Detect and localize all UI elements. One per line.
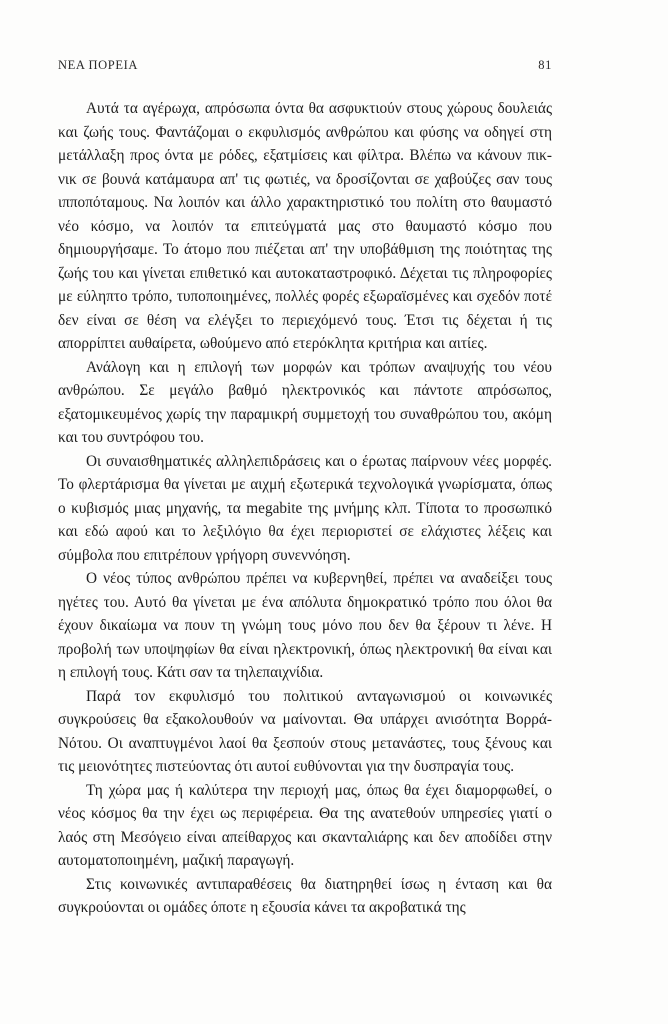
- paragraph-5: Παρά τον εκφυλισμό του πολιτικού ανταγωνισμού οι κοινωνικές συγκρούσεις θα εξακολουθούν να μαίνονται. Θα υπάρχει ανισότητα Βορρά-Νότου. Οι αναπτυγμένοι λαοί θα ξεσπούν στους μετανάστες, τους ξένους και τις μειονότητες πιστεύοντας ότι αυτοί ευθύνονται για την δυσπραγία τους.: [58, 687, 552, 775]
- paragraph-7: Στις κοινωνικές αντιπαραθέσεις θα διατηρηθεί ίσως η ένταση και θα συγκρούονται οι ομάδες όποτε η εξουσία κάνει τα ακροβατικά της: [58, 875, 552, 916]
- paragraph-1: Αυτά τα αγέρωχα, απρόσωπα όντα θα ασφυκτιούν στους χώρους δουλειάς και ζωής τους. Φαντάζομαι ο εκφυλισμός ανθρώπου και φύσης να οδηγεί στη μετάλλαξη προς όντα με ρόδες, εξατμίσεις και φίλτρα. Βλέπω να κάνουν πικ-νικ σε βουνά κατάμαυρα απ' τις φωτιές, να δροσίζονται σε χαβούζες σαν τους ιπποπόταμους. Να λοιπόν και άλλο χαρακτηριστικό του πολίτη στο θαυμαστό νέο κόσμο, να λοιπόν τα επιτεύγματά μας στο θαυμαστό κόσμο που δημιουργήσαμε. Το άτομο που πιέζεται απ' την υποβάθμιση της ποιότητας της ζωής του και γίνεται επιθετικό και αυτοκαταστροφικό. Δέχεται τις πληροφορίες με εύληπτο τρόπο, τυποποιημένες, πολλές φορές εξωραϊσμένες και σχεδόν ποτέ δεν είναι σε θέση να ελέγξει το περιεχόμενό τους. Έτσι τις δέχεται ή τις απορρίπτει αυθαίρετα, ωθούμενο από ετερόκλητα κριτήρια και αιτίες.: [58, 100, 552, 352]
- body-text: [58, 97, 552, 920]
- paragraph-6: Τη χώρα μας ή καλύτερα την περιοχή μας, όπως θα έχει διαμορφωθεί, ο νέος κόσμος θα την έχει ως περιφέρεια. Θα της ανατεθούν υπηρεσίες γιατί ο λαός στη Μεσόγειο είναι απείθαρχος και σκανταλιάρης και δεν αποδίδει στην αυτοματοποιημένη, μαζική παραγωγή.: [58, 781, 552, 869]
- page-number: 81: [538, 58, 552, 72]
- paragraph-3: Οι συναισθηματικές αλληλεπιδράσεις και ο έρωτας παίρνουν νέες μορφές. Το φλερτάρισμα θα γίνεται με αιχμή εξωτερικά τεχνολογικά γνωρίσματα, όπως ο κυβισμός μιας μηχανής, τα megabite της μνήμης κλπ. Τίποτα το προσωπικό και εδώ αφού και το λεξιλόγιο θα έχει περιοριστεί σε ελάχιστες λέξεις και σύμβολα που επιτρέπουν γρήγορη συνεννόηση.: [58, 452, 552, 564]
- paragraph-2: Ανάλογη και η επιλογή των μορφών και τρόπων αναψυχής του νέου ανθρώπου. Σε μεγάλο βαθμό ηλεκτρονικός και πάντοτε απρόσωπος, εξατομικευμένος χωρίς την παραμικρή συμμετοχή του συναθρώπου του, ακόμη και του συντρόφου του.: [58, 358, 552, 446]
- page-header: [58, 58, 552, 76]
- paragraph-4: Ο νέος τύπος ανθρώπου πρέπει να κυβερνηθεί, πρέπει να αναδείξει τους ηγέτες του. Αυτό θα γίνεται με ένα απόλυτα δημοκρατικό τρόπο που όλοι θα έχουν δικαίωμα να πουν τη γνώμη τους μόνο που δεν θα ξέρουν τι λένε. Η προβολή των υποψηφίων θα είναι ηλεκτρονική, όπως ηλεκτρονική θα είναι και η επιλογή τους. Κάτι σαν τα τηλεπαιχνίδια.: [58, 570, 552, 681]
- running-title: ΝΕΑ ΠΟΡΕΙΑ: [58, 58, 138, 72]
